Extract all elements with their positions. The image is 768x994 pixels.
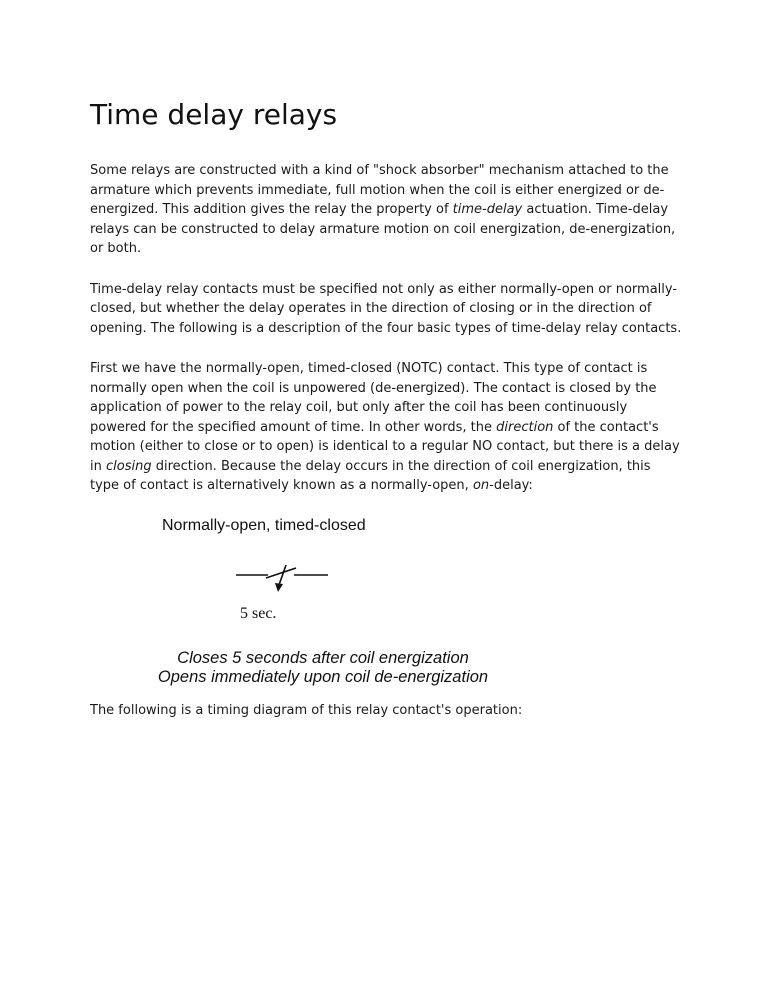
figure-caption-line-1: Closes 5 seconds after coil energization xyxy=(177,648,469,667)
paragraph-timing-diagram-intro: The following is a timing diagram of this relay contact's operation: xyxy=(90,702,523,718)
figure-notc-contact xyxy=(90,517,682,687)
paragraph-notc-description: First we have the normally-open, timed-closed (NOTC) contact. This type of contact is normally open when the coil is unpowered (de-energized). The contact is closed by the application of power to the relay coil, but only after the coil has been continuously powered for the specified amount of time. In other words, the direction of the contact's motion (either to close or to open) is identical to a regular NO contact, but there is a delay in closing direction. Because the delay occurs in the direction of coil energization, this type of contact is alternatively known as a normally-open, on-delay: xyxy=(90,361,680,493)
figure-caption xyxy=(98,649,548,687)
page-title: Time delay relays xyxy=(90,98,338,131)
relay-contact-schematic-icon xyxy=(234,561,330,595)
figure-caption-line-2: Opens immediately upon coil de-energization xyxy=(157,667,489,686)
notc-contact-symbol-icon xyxy=(234,561,682,599)
paragraph-contact-types: Time-delay relay contacts must be specified not only as either normally-open or normally-closed, but whether the delay operates in the direction of closing or in the direction of opening. The following is a description of the four basic types of time-delay relay contacts. xyxy=(90,281,682,336)
paragraph-intro: Some relays are constructed with a kind of "shock absorber" mechanism attached to the armature which prevents immediate, full motion when the coil is either energized or de-energized. This addition gives the relay the property of time-delay actuation. Time-delay relays can be constructed to delay armature motion on coil energization, de-energization, or both. xyxy=(90,163,676,256)
delay-time-label: 5 sec. xyxy=(240,604,277,622)
figure-heading: Normally-open, timed-closed xyxy=(162,516,366,534)
